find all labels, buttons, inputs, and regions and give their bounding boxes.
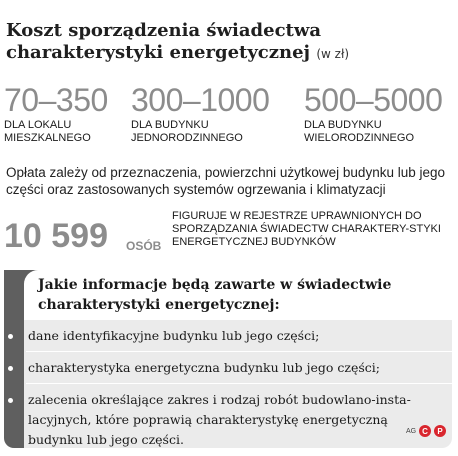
stat-label (131, 119, 269, 145)
list-item (4, 384, 452, 450)
stat-label-line: WIELORODZINNEGO (304, 132, 415, 144)
list-item-text: charakterystyka energetyczna budynku lub jego części; (28, 360, 381, 375)
stat-label (4, 119, 108, 145)
title-unit: (w zł) (316, 47, 350, 61)
author-credit: AG (406, 428, 417, 435)
stat-label-line: JEDNORODZINNEGO (131, 132, 243, 144)
stat-label-line: DLA BUDYNKU (131, 119, 209, 131)
stat-value: 70–350 (4, 82, 108, 118)
bullet-icon (8, 398, 13, 403)
registry-count: 10 599 (4, 217, 108, 255)
stat-single-family (131, 83, 269, 145)
svg-text:P: P (437, 427, 443, 436)
stat-label-line: DLA BUDYNKU (304, 119, 382, 131)
list-item-text: zalecenia określające zakres i rodzaj robót budowlano-insta-lacyjnych, które poprawią charakterystykę energetyczną budynku lub jego części. (28, 392, 411, 447)
info-box (4, 270, 452, 448)
registry-stat (4, 210, 454, 260)
stat-value: 500–5000 (304, 82, 443, 118)
info-box-heading: Jakie informacje będą zawarte w świadectwie charakterystyki energetycznej: (38, 277, 392, 313)
infographic-title (6, 20, 446, 65)
info-box-header (4, 270, 452, 320)
list-item (4, 320, 452, 352)
info-box-header-panel (24, 270, 452, 320)
registry-text: FIGURUJE W REJESTRZE UPRAWNIONYCH DO SPORZĄDZANIA ŚWIADECTW CHARAKTERY-STYKI ENERGETYCZNEJ BUDYNKÓW (172, 210, 441, 248)
info-list (4, 320, 452, 450)
copyright-logo-icon (418, 424, 452, 438)
stat-label-line: DLA LOKALU (4, 119, 72, 131)
title-text: Koszt sporządzenia świadectwa charakterystyki energetycznej (6, 20, 321, 63)
stat-label (304, 119, 442, 145)
svg-text:C: C (422, 427, 428, 436)
stat-value: 300–1000 (131, 82, 270, 118)
list-item (4, 352, 452, 384)
stat-label-line: MIESZKALNEGO (4, 132, 91, 144)
stat-multi-family (304, 83, 442, 145)
stat-apartment (4, 83, 108, 145)
registry-count-unit: OSÓB (126, 239, 162, 253)
bullet-icon (8, 366, 13, 371)
list-item-text: dane identyfikacyjne budynku lub jego części; (28, 328, 320, 343)
fee-description: Opłata zależy od przeznaczenia, powierzchni użytkowej budynku lub jego części oraz zastosowanych systemów ogrzewania i klimatyzacji (6, 164, 446, 197)
bullet-icon (8, 334, 13, 339)
